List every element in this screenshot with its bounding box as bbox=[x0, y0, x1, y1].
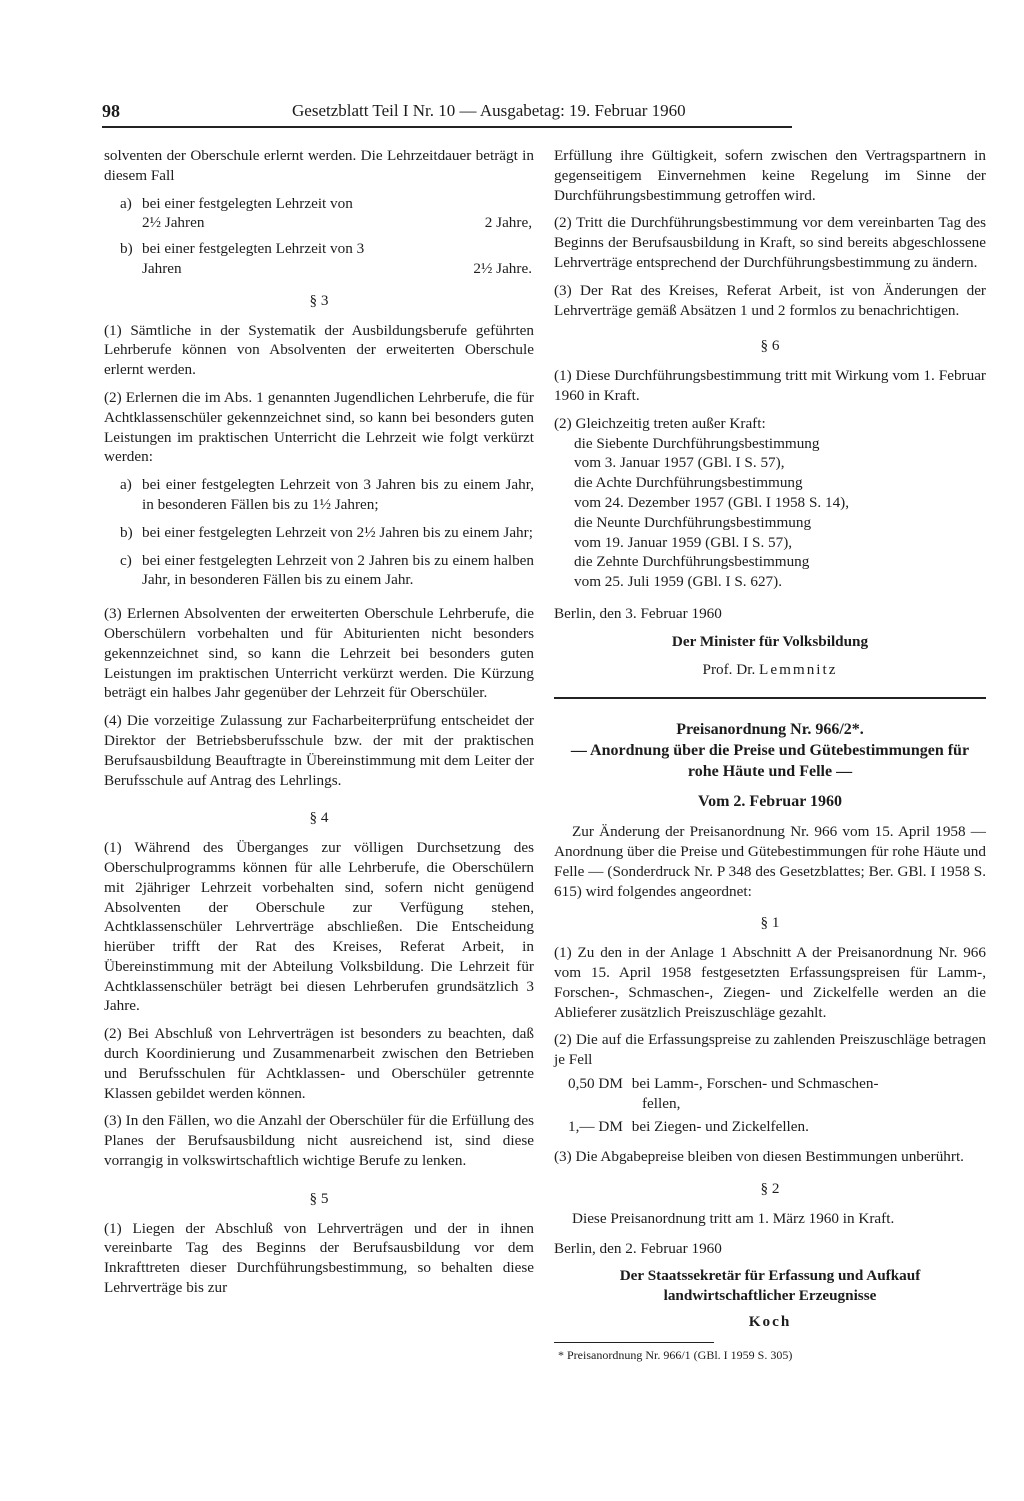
ordinance-date: Vom 2. Februar 1960 bbox=[698, 793, 842, 811]
price-surcharge-line bbox=[554, 1074, 986, 1114]
header-rule bbox=[102, 126, 792, 128]
price-surcharge-line bbox=[554, 1117, 986, 1137]
paragraph: (2) Gleichzeitig treten außer Kraft: bbox=[554, 414, 766, 432]
paragraph: (1) Zu den in der Anlage 1 Abschnitt A der Preisanordnung Nr. 966 vom 15. April 1958 festgesetzten Erfassungspreisen für Lamm-, Forschen-, Schmaschen-, Ziegen- und Zickelfelle werden an die Ablieferer zusätzlich Preiszuschläge gezahlt. bbox=[554, 944, 986, 1021]
page-number: 98 bbox=[102, 101, 120, 121]
running-title: Gesetzblatt Teil I Nr. 10 — Ausgabetag: 19. Februar 1960 bbox=[292, 101, 686, 120]
paragraph: Diese Preisanordnung tritt am 1. März 1960 in Kraft. bbox=[572, 1209, 895, 1227]
right-column bbox=[554, 146, 986, 1363]
paragraph: (2) Tritt die Durchführungsbestimmung vor dem vereinbarten Tag des Beginns der Berufsausbildung in Kraft, so sind bereits abgeschlossene Lehrverträge entsprechend der Durchführungsbestimmung zu ändern. bbox=[554, 214, 986, 271]
item-text: bei einer festgelegten Lehrzeit von 2½ Jahren bis zu einem Jahr; bbox=[142, 523, 533, 541]
item-label: a) bbox=[120, 476, 132, 494]
item-label: b) bbox=[120, 240, 133, 258]
paragraph: (1) Sämtliche in der Systematik der Ausbildungsberufe geführten Lehrberufe können von Absolventen der erweiterten Oberschule erlernt werden. bbox=[104, 321, 534, 379]
item-text: bei einer festgelegten Lehrzeit von 2½ Jahren bbox=[142, 194, 353, 232]
repealed-item-title: die Siebente Durchführungsbestimmung bbox=[574, 434, 820, 452]
page-header bbox=[102, 100, 792, 128]
section-divider bbox=[554, 697, 986, 699]
continuation-text: Erfüllung ihre Gültigkeit, sofern zwischen den Vertragspartnern in gegenseitigem Einvernehmen keine Regelung im Sinne der Durchführungsbestimmung getroffen wird. bbox=[554, 147, 986, 204]
paragraph: (1) Liegen der Abschluß von Lehrverträgen und der in ihnen vereinbarte Tag des Beginns der Berufsausbildung vor dem Inkrafttreten dieser Durchführungsbestimmung, so behalten diese Lehrverträge bis zur bbox=[104, 1219, 534, 1297]
ordinance-subtitle: — Anordnung über die Preise und Gütebestimmungen für rohe Häute und Felle — bbox=[570, 742, 970, 781]
signatory-prefix: Prof. Dr. bbox=[702, 660, 756, 678]
item-text: bei einer festgelegten Lehrzeit von 2 Jahren bis zu einem halben Jahr, in besonderen Fällen bis zu einem Jahr. bbox=[142, 551, 534, 589]
section-heading-1: § 1 bbox=[760, 914, 780, 932]
repealed-item-date: vom 24. Dezember 1957 (GBl. I 1958 S. 14), bbox=[574, 493, 850, 511]
repealed-item-date: vom 19. Januar 1959 (GBl. I S. 57), bbox=[574, 533, 793, 551]
ordinance-number: Preisanordnung Nr. 966/2*. bbox=[676, 721, 864, 739]
list-item bbox=[104, 475, 534, 515]
repealed-item-date: vom 3. Januar 1957 (GBl. I S. 57), bbox=[574, 454, 785, 472]
signatory-name bbox=[554, 660, 986, 680]
item-value: 2 Jahre, bbox=[484, 214, 532, 232]
lehrzeit-b bbox=[104, 239, 534, 279]
repealed-item-date: vom 25. Juli 1959 (GBl. I S. 627). bbox=[574, 573, 782, 591]
price-text: bei Ziegen- und Zickelfellen. bbox=[631, 1118, 809, 1136]
section-heading-4: § 4 bbox=[309, 809, 329, 827]
signatory-title: Der Staatssekretär für Erfassung und Aufkauf landwirtschaftlicher Erzeugnisse bbox=[619, 1267, 921, 1305]
paragraph: (3) Der Rat des Kreises, Referat Arbeit, ist von Änderungen der Lehrverträge gemäß Absätzen 1 und 2 formlos zu benachrichtigen. bbox=[554, 281, 986, 319]
section-heading-3: § 3 bbox=[309, 291, 329, 309]
footnote-rule bbox=[554, 1342, 714, 1343]
paragraph: (2) Die auf die Erfassungspreise zu zahlenden Preiszuschläge betragen je Fell bbox=[554, 1031, 986, 1069]
signatory-surname: Lemmnitz bbox=[759, 660, 838, 678]
price-amount: 1,— DM bbox=[568, 1118, 623, 1136]
price-text: bei Lamm-, Forschen- und Schmaschen- bbox=[631, 1074, 879, 1092]
section-heading-6: § 6 bbox=[760, 337, 780, 355]
signatory-title: Der Minister für Volksbildung bbox=[671, 632, 869, 650]
section-heading-2: § 2 bbox=[760, 1180, 780, 1198]
repealed-item-title: die Achte Durchführungsbestimmung bbox=[574, 474, 803, 492]
place-date: Berlin, den 3. Februar 1960 bbox=[554, 604, 722, 622]
item-label: a) bbox=[120, 194, 132, 212]
left-column bbox=[104, 146, 534, 1306]
paragraph: (1) Diese Durchführungsbestimmung tritt mit Wirkung vom 1. Februar 1960 in Kraft. bbox=[554, 367, 986, 404]
paragraph: (2) Bei Abschluß von Lehrverträgen ist besonders zu beachten, daß durch Koordinierung und Zusammenarbeit zwischen den Betrieben und Berufsschulen für Achtklassen- und Oberschüler getrennte Klassen gebildet werden können. bbox=[104, 1025, 534, 1102]
list-item bbox=[104, 523, 534, 543]
repealed-list bbox=[554, 434, 986, 592]
ordinance-title bbox=[554, 719, 986, 782]
lehrzeit-a bbox=[104, 194, 534, 234]
place-date: Berlin, den 2. Februar 1960 bbox=[554, 1239, 722, 1257]
list-item bbox=[104, 551, 534, 591]
item-value: 2½ Jahre. bbox=[473, 259, 532, 277]
section-heading-5: § 5 bbox=[309, 1189, 329, 1207]
price-amount: 0,50 DM bbox=[568, 1074, 623, 1092]
item-label: c) bbox=[120, 551, 132, 569]
paragraph: (1) Während des Überganges zur völligen Durchsetzung des Oberschulprogramms können für alle Lehrberufe, die Oberschülern mit 2jähriger Lehrzeit vorbehalten sind, sofern nicht genügend Absolventen der Oberschule zur Verfügung stehen, Achtklassenschüler Lehrverträge abschließen. Die Entscheidung hierüber trifft der Rat des Kreises, Referat Arbeit, in Übereinstimmung mit der Abteilung Volksbildung. Die Lehrzeit für Achtklassenschüler beträgt bei diesen Lehrberufen grundsätzlich 3 Jahre. bbox=[104, 839, 534, 1015]
signatory-name: Koch bbox=[748, 1313, 792, 1331]
item-label: b) bbox=[120, 523, 133, 541]
paragraph: (2) Erlernen die im Abs. 1 genannten Jugendlichen Lehrberufe, die für Achtklassenschüler gekennzeichnet sind, so kann bei besonders guten Leistungen im praktischen Unterricht die Lehrzeit wie folgt verkürzt werden: bbox=[104, 388, 534, 466]
continuation-text: solventen der Oberschule erlernt werden. Die Lehrzeitdauer beträgt in diesem Fall bbox=[104, 147, 534, 184]
footnote: * Preisanordnung Nr. 966/1 (GBl. I 1959 S. 305) bbox=[558, 1347, 793, 1362]
paragraph: (3) Die Abgabepreise bleiben von diesen Bestimmungen unberührt. bbox=[554, 1148, 964, 1166]
item-text: bei einer festgelegten Lehrzeit von 3 Jahren bbox=[142, 240, 365, 277]
item-text: bei einer festgelegten Lehrzeit von 3 Jahren bis zu einem Jahr, in besonderen Fällen bis zu 1½ Jahren; bbox=[142, 476, 534, 513]
repealed-item-title: die Neunte Durchführungsbestimmung bbox=[574, 513, 812, 531]
repealed-item-title: die Zehnte Durchführungsbestimmung bbox=[574, 553, 810, 571]
paragraph: Zur Änderung der Preisanordnung Nr. 966 vom 15. April 1958 — Anordnung über die Preise und Gütebestimmungen für rohe Häute und Felle — (Sonderdruck Nr. P 348 des Gesetzblattes; Ber. GBl. I 1958 S. 615) wird folgendes angeordnet: bbox=[554, 823, 986, 900]
paragraph: (3) In den Fällen, wo die Anzahl der Oberschüler für die Erfüllung des Planes der Berufsausbildung nicht ausreichend ist, sind diese vorrangig in volkswirtschaftlich wichtige Berufe zu lenken. bbox=[104, 1112, 534, 1170]
paragraph: (3) Erlernen Absolventen der erweiterten Oberschule Lehrberufe, die Oberschülern vorbehalten und für Abiturienten nicht besonders gekennzeichnet sind, so kann die Lehrzeit bei besonders guten Leistungen im praktischen Unterricht verkürzt werden. Die Kürzung beträgt ein halbes Jahr gegenüber der Lehrzeit für Oberschüler. bbox=[104, 605, 534, 702]
paragraph: (4) Die vorzeitige Zulassung zur Facharbeiterprüfung entscheidet der Direktor der Betriebsberufsschule bzw. der mit der praktischen Berufsausbildung Beauftragte in Übereinstimmung mit dem Leiter der Berufsschule auf Antrag des Lehrlings. bbox=[104, 712, 534, 789]
price-text-continued: fellen, bbox=[642, 1094, 681, 1112]
